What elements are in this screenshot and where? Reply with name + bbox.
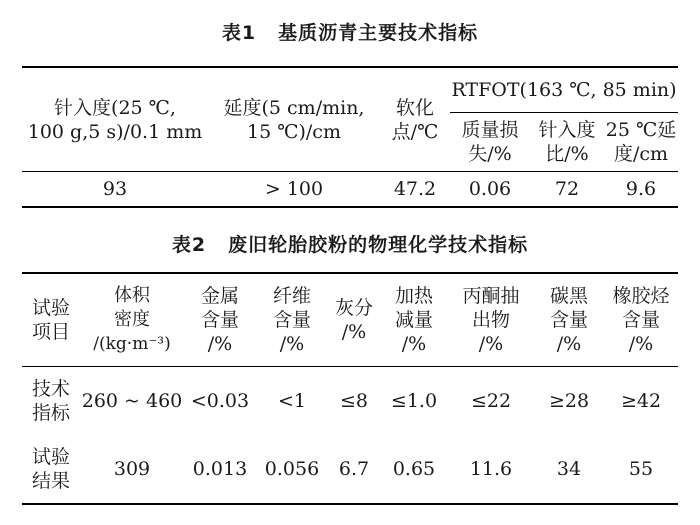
- table-cell: 260 ~ 460: [81, 390, 183, 412]
- table-cell: ≤8: [339, 390, 368, 412]
- cell-penetration-ratio: 72: [554, 178, 580, 200]
- cell-penetration: 93: [102, 178, 128, 200]
- cell-softening-point: 47.2: [393, 178, 437, 200]
- table-cell: 0.013: [192, 458, 248, 480]
- row-label: 试验 结果: [31, 446, 70, 492]
- header-metal-content: 金属 含量 /%: [184, 273, 256, 367]
- table-cell: 55: [628, 458, 654, 480]
- table-cell: 0.65: [392, 458, 436, 480]
- table2-number: 表2: [171, 234, 207, 256]
- table-cell: 34: [556, 458, 582, 480]
- header-test-item: 试验 项目: [22, 273, 80, 367]
- table-row: [22, 172, 678, 208]
- header-rubber-hydrocarbon: 橡胶烃 含量 /%: [604, 273, 678, 367]
- table-row-spec: [22, 367, 678, 436]
- header-penetration-ratio: 针入度 比/%: [538, 119, 596, 165]
- header-ash: 灰分 /%: [328, 273, 380, 367]
- table-cell: ≤1.0: [390, 390, 438, 412]
- table-cell: 0.056: [264, 458, 320, 480]
- table1-caption: [0, 18, 700, 45]
- header-softening-point: 软化 点/℃: [380, 67, 450, 172]
- header-ductility: 延度(5 cm/min, 15 ℃)/cm: [208, 67, 380, 172]
- header-heat-loss: 加热 减量 /%: [380, 273, 448, 367]
- cell-ductility: > 100: [264, 178, 324, 200]
- table-cell: <0.03: [190, 390, 250, 412]
- table-cell: ≤22: [470, 390, 512, 412]
- table1-number: 表1: [221, 22, 257, 44]
- rubber-powder-spec-table: [22, 272, 678, 505]
- table-row-result: [22, 435, 678, 504]
- asphalt-spec-table: [22, 66, 678, 208]
- header-rtfot: RTFOT(163 ℃, 85 min): [450, 67, 678, 113]
- cell-mass-loss: 0.06: [468, 178, 512, 200]
- header-ductility-25: 25 ℃延 度/cm: [605, 119, 677, 165]
- table-cell: 309: [113, 458, 151, 480]
- table-cell: 6.7: [338, 458, 370, 480]
- cell-ductility-25: 9.6: [625, 178, 657, 200]
- table1-title: 基质沥青主要技术指标: [278, 22, 479, 44]
- table-cell: 11.6: [469, 458, 513, 480]
- header-acetone-extract: 丙酮抽 出物 /%: [448, 273, 534, 367]
- header-bulk-density: 体积 密度 /(kg·m⁻³): [80, 273, 184, 367]
- row-label: 技术 指标: [31, 378, 70, 424]
- table-cell: <1: [277, 390, 306, 412]
- table2-title: 废旧轮胎胶粉的物理化学技术指标: [228, 234, 529, 256]
- table-cell: ≥28: [548, 390, 590, 412]
- header-fiber-content: 纤维 含量 /%: [256, 273, 328, 367]
- header-penetration: 针入度(25 ℃, 100 g,5 s)/0.1 mm: [22, 67, 208, 172]
- header-mass-loss: 质量损 失/%: [461, 119, 519, 165]
- table2-caption: [0, 230, 700, 257]
- table-cell: ≥42: [620, 390, 662, 412]
- header-carbon-black: 碳黑 含量 /%: [534, 273, 604, 367]
